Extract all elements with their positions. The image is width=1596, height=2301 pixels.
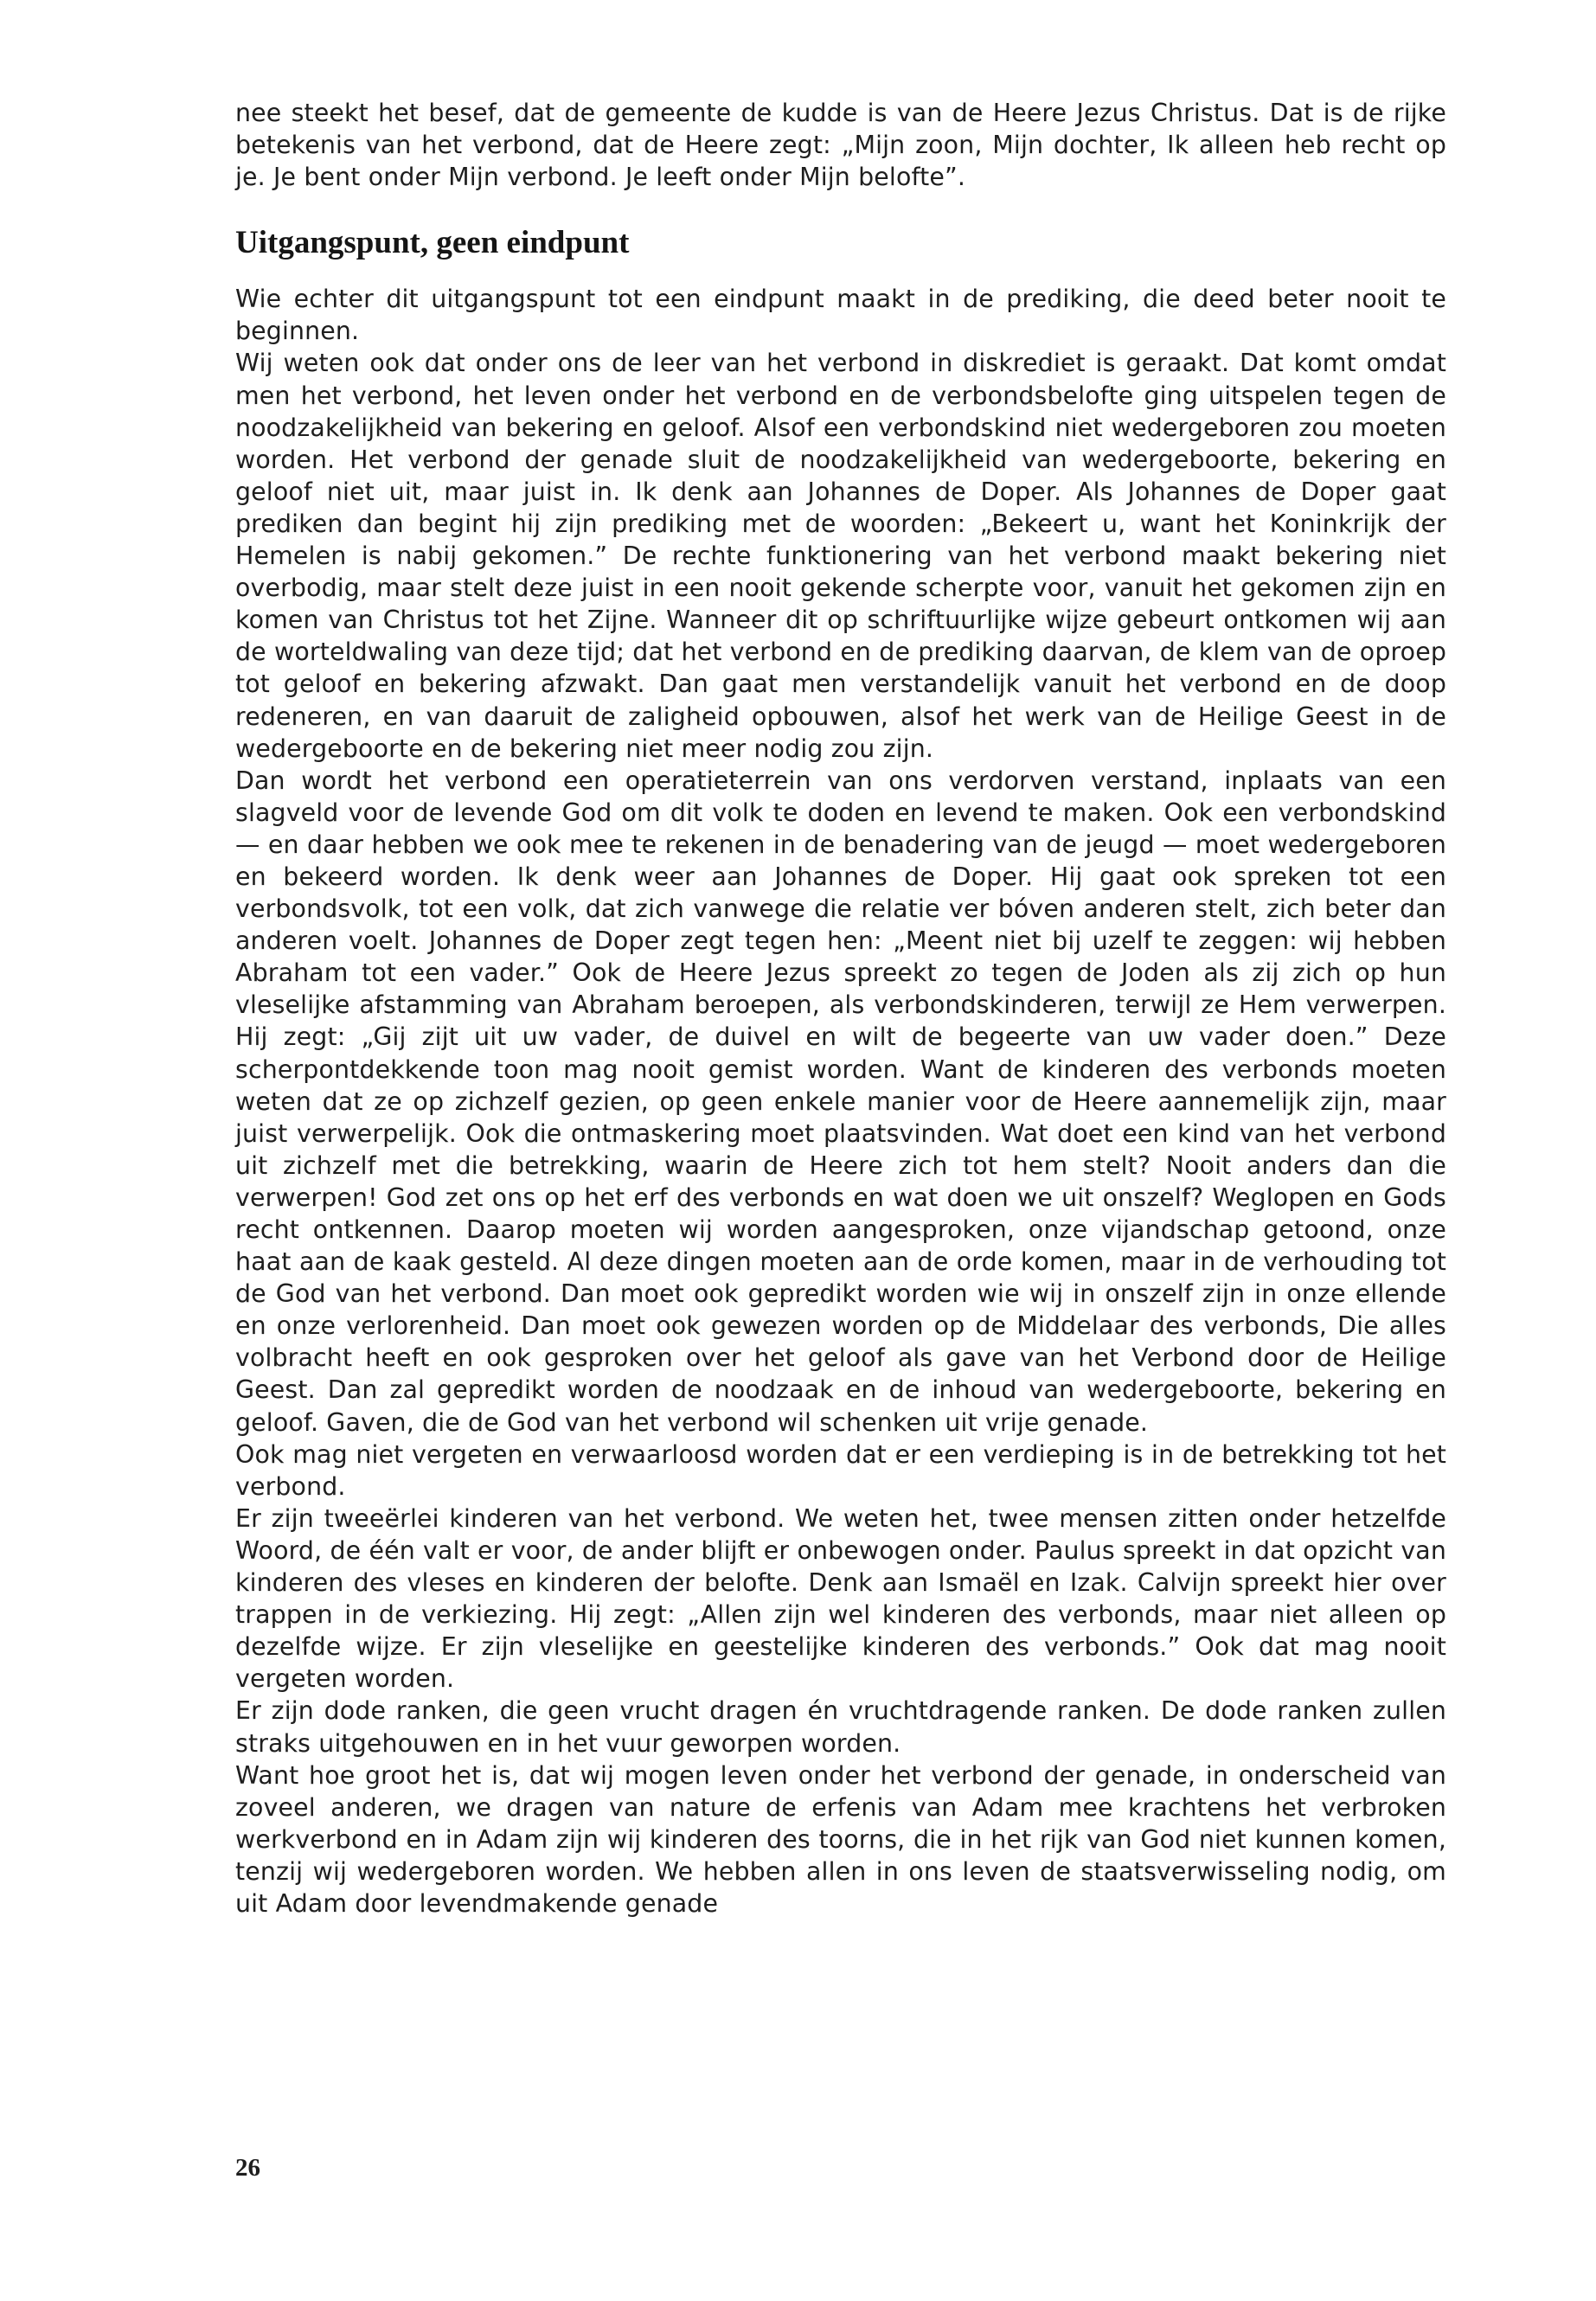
paragraph-5: Er zijn tweeërlei kinderen van het verbond. We weten het, twee mensen zitten onder hetzelfde Woord, de één valt er voor, de ander blijft er onbewogen onder. Paulus spreekt in dat opzicht van kinderen des vleses en kinderen der belofte. Denk aan Ismaël en Izak. Calvijn spreekt hier over trappen in de verkiezing. Hij zegt: „Allen zijn wel kinderen des verbonds, maar niet alleen op dezelfde wijze. Er zijn vleselijke en geestelijke kinderen des verbonds.” Ook dat mag nooit vergeten worden. — [235, 1503, 1446, 1694]
page-body — [235, 97, 1446, 1920]
paragraph-7: Want hoe groot het is, dat wij mogen leven onder het verbond der genade, in onderscheid van zoveel anderen, we dragen van nature de erfenis van Adam mee krachtens het verbroken werkverbond en in Adam zijn wij kinderen des toorns, die in het rijk van God niet kunnen komen, tenzij wij wedergeboren worden. We hebben allen in ons leven de staatsverwisseling nodig, om uit Adam door levendmakende genade — [235, 1760, 1446, 1918]
page-number: 26 — [235, 2154, 260, 2182]
paragraph-1: Wie echter dit uitgangspunt tot een eindpunt maakt in de prediking, die deed beter nooit te beginnen. — [235, 285, 1446, 346]
paragraph-4: Ook mag niet vergeten en verwaarloosd worden dat er een verdieping is in de betrekking tot het verbond. — [235, 1439, 1446, 1501]
paragraph-6: Er zijn dode ranken, die geen vrucht dragen én vruchtdragende ranken. De dode ranken zullen straks uitgehouwen en in het vuur geworpen worden. — [235, 1696, 1446, 1758]
paragraph-2: Wij weten ook dat onder ons de leer van het verbond in diskrediet is geraakt. Dat komt omdat men het verbond, het leven onder het verbond en de verbondsbelofte ging uitspelen tegen de noodzakelijkheid van bekering en geloof. Alsof een verbondskind niet wedergeboren zou moeten worden. Het verbond der genade sluit de noodzakelijkheid van wedergeboorte, bekering en geloof niet uit, maar juist in. Ik denk aan Johannes de Doper. Als Johannes de Doper gaat prediken dan begint hij zijn prediking met de woorden: „Bekeert u, want het Koninkrijk der Hemelen is nabij gekomen.” De rechte funktionering van het verbond maakt bekering niet overbodig, maar stelt deze juist in een nooit gekende scherpte voor, vanuit het gekomen zijn en komen van Christus tot het Zijne. Wanneer dit op schriftuurlijke wijze gebeurt ontkomen wij aan de worteldwaling van deze tijd; dat het verbond en de prediking daarvan, de klem van de oproep tot geloof en bekering afzwakt. Dan gaat men verstandelijk vanuit het verbond en de doop redeneren, en van daaruit de zaligheid opbouwen, alsof het werk van de Heilige Geest in de wedergeboorte en de bekering niet meer nodig zou zijn. — [235, 349, 1446, 763]
intro-paragraph: nee steekt het besef, dat de gemeente de kudde is van de Heere Jezus Christus. Dat is de rijke betekenis van het verbond, dat de Heere zegt: „Mijn zoon, Mijn dochter, Ik alleen heb recht op je. Je bent onder Mijn verbond. Je leeft onder Mijn belofte”. — [235, 99, 1446, 192]
section-heading: Uitgangspunt, geen eindpunt — [235, 225, 630, 261]
paragraph-3: Dan wordt het verbond een operatieterrein van ons verdorven verstand, inplaats van een slagveld voor de levende God om dit volk te doden en levend te maken. Ook een verbondskind — en daar hebben we ook mee te rekenen in de benadering van de jeugd — moet wedergeboren en bekeerd worden. Ik denk weer aan Johannes de Doper. Hij gaat ook spreken tot een verbondsvolk, tot een volk, dat zich vanwege die relatie ver bóven anderen stelt, zich beter dan anderen voelt. Johannes de Doper zegt tegen hen: „Meent niet bij uzelf te zeggen: wij hebben Abraham tot een vader.” Ook de Heere Jezus spreekt zo tegen de Joden als zij zich op hun vleselijke afstamming van Abraham beroepen, als verbondskinderen, terwijl ze Hem verwerpen. Hij zegt: „Gij zijt uit uw vader, de duivel en wilt de begeerte van uw vader doen.” Deze scherpontdekkende toon mag nooit gemist worden. Want de kinderen des verbonds moeten weten dat ze op zichzelf gezien, op geen enkele manier voor de Heere aannemelijk zijn, maar juist verwerpelijk. Ook die ontmaskering moet plaatsvinden. Wat doet een kind van het verbond uit zichzelf met die betrekking, waarin de Heere zich tot hem stelt? Nooit anders dan die verwerpen! God zet ons op het erf des verbonds en wat doen we uit onszelf? Weglopen en Gods recht ontkennen. Daarop moeten wij worden aangesproken, onze vijandschap getoond, onze haat aan de kaak gesteld. Al deze dingen moeten aan de orde komen, maar in de verhouding tot de God van het verbond. Dan moet ook gepredikt worden wie wij in onszelf zijn in onze ellende en onze verlorenheid. Dan moet ook gewezen worden op de Middelaar des verbonds, Die alles volbracht heeft en ook gesproken over het geloof als gave van het Verbond door de Heilige Geest. Dan zal gepredikt worden de noodzaak en de inhoud van wedergeboorte, bekering en geloof. Gaven, die de God van het verbond wil schenken uit vrije genade. — [235, 766, 1446, 1437]
